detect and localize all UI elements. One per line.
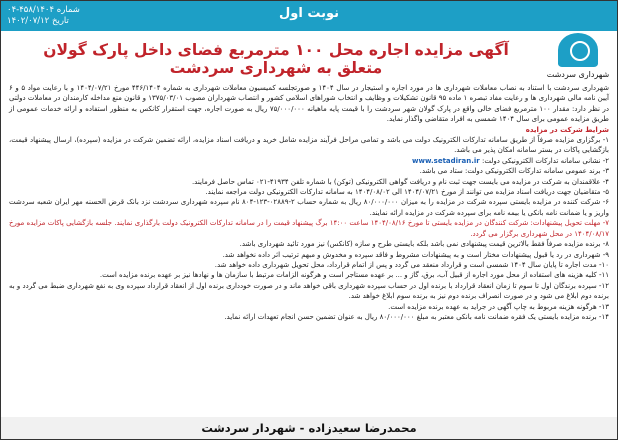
condition-item: ۱۴- برنده مزایده بایستی یک فقره ضمانت نامه بانکی معتبر به مبلغ ۸۰/۰۰۰/۰۰۰ ریال به عنوان تضمین حسن انجام تعهدات ارائه نماید. bbox=[224, 312, 609, 321]
condition-item: ۵- متقاضیان جهت دریافت اسناد مزایده می توانند از مورخ ۱۴۰۴/۰۷/۲۱ الی ۱۴۰۴/۰۸/۰۲ به سامانه تدارکات الکترونیکی دولت مراجعه نمایند. bbox=[205, 188, 609, 197]
condition-item: ۹- شهرداری در رد یا قبول پیشنهادات مختار است و به پیشنهادات مشروط و فاقد سپرده و مخدوش و مبهم ترتیب اثر داده نخواهد شد. bbox=[222, 250, 609, 259]
condition-item: ۱۳- هرگونه هزینه مربوط به چاپ آگهی در جراید به عهده برنده مزایده است. bbox=[388, 302, 609, 311]
header-band bbox=[1, 1, 617, 31]
reference-info bbox=[7, 5, 80, 27]
website-link[interactable]: www.setadiran.ir bbox=[412, 156, 480, 165]
condition-item-deadline: ۷- مهلت تحویل پیشنهادات: شرکت کنندگان در مزایده بایستی تا مورخ ۱۴۰۴/۰۸/۱۶ ساعت ۱۴:۰۰ برگ پیشنهاد قیمت را در سامانه تدارکات الکترونیک دولت بارگذاری نمایند. جلسه بازگشایی پاکات مزایده مورخ ۱۴۰۴/۰۸/۱۷ در محل شهرداری برگزار می گردد. bbox=[9, 219, 609, 238]
notice-round-label: نوبت اول bbox=[278, 6, 340, 21]
condition-item: ۱۱- کلیه هزینه های استفاده از محل مورد اجاره از قبیل آب، برق، گاز و ... بر عهده مستاجر است و هرگونه الزامات مرتبط با سازمان ها و نهادها نیز بر عهده برنده مزایده است. bbox=[99, 271, 609, 280]
condition-item bbox=[9, 156, 609, 166]
municipality-logo bbox=[543, 33, 613, 85]
conditions-heading: شرایط شرکت در مزایده bbox=[525, 125, 609, 134]
condition-item: ۱- برگزاری مزایده صرفاً از طریق سامانه تدارکات الکترونیک دولت می باشد و تمامی مراحل فرآیند مزایده شامل خرید و دریافت اسناد مزایده، ارائه تضمین شرکت در مزایده (سپرده)، ارسال پیشنهاد قیمت، بازگشایی پاکات در بستر سامانه امکان پذیر می باشد. bbox=[9, 136, 609, 155]
condition-item: ۸- برنده مزایده صرفاً فقط بالاترین قیمت پیشنهادی نمی باشد بلکه بایستی طرح و سازه (کانکس) نیز مورد تائید شهرداری باشد. bbox=[239, 240, 609, 249]
condition-item: ۳- برند عمومی سامانه تدارکات الکترونیکی دولت: ستاد می باشد. bbox=[419, 167, 609, 176]
condition-item: ۶- شرکت کننده در مزایده بایستی سپرده شرکت در مزایده را به میزان ۸۰/۰۰۰/۰۰۰ ریال به شماره حساب ۲-۰۲۸۸۹-۱۲۳-۸۰۴ نام سپرده شهرداری سردشت نزد بانک قرض الحسنه مهر ایران شعبه سردشت واریز و یا ضمانت نامه بانکی یا بیمه نامه برای سپرده شرکت در مزایده ارائه نمایند. bbox=[9, 198, 610, 217]
signature-footer: محمدرضا سعیدزاده - شهردار سردشت bbox=[1, 417, 617, 439]
reference-number: شماره ۴۵۸/۱۴۰۴-۰۴ bbox=[7, 5, 80, 15]
condition-label: ۲- نشانی سامانه تدارکات الکترونیکی دولت: bbox=[481, 156, 609, 165]
intro-paragraph: شهرداری سردشت با استناد به نصاب معاملات شهرداری ها در مورد اجاره و استیجار در سال ۱۴۰۴ و صورتجلسه کمیسیون معاملات شهرداری به شماره ۴۴۶/۱۴۰۴ مورخ ۱۴۰۴/۰۷/۲۱ و با رعایت مواد ۵ و ۶ آیین نامه مالی شهرداری ها و رعایت مفاد تبصره ۱ ماده ۹۵ قانون تشکیلات و وظایف و انتخاب شوراهای اسلامی کشور و انتصاب شهرداران مصوب ۱۳۷۵/۰۳/۰۱ و قانون منع مداخله کارمندان در معاملات دولتی در نظر دارد: مقدار ۱۰۰ مترمربع فضای خالی واقع در پارک گولان شهر سردشت را با قیمت پایه ماهیانه ۷۵/۰۰۰/۰۰۰ ریال به صورت اجاره، جهت استقرار کانکس به منظور استفاده و ارائه خدمات عمومی از طریق مزایده عمومی برای سال ۱۴۰۴ شمسی به افراد متقاضی واگذار نماید. bbox=[9, 84, 610, 124]
condition-item: ۱۰- مدت اجاره تا پایان سال ۱۴۰۴ شمسی است و قرارداد منعقد می گردد و پس از اتمام قرارداد، محل تحویل شهرداری داده خواهد شد. bbox=[214, 260, 609, 269]
notice-body bbox=[9, 83, 609, 322]
logo-caption: شهرداری سردشت bbox=[546, 70, 610, 79]
notice-title: آگهی مزایده اجاره محل ۱۰۰ مترمربع فضای داخل پارک گولان متعلق به شهرداری سردشت bbox=[43, 41, 509, 77]
reference-date: تاریخ ۱۴۰۲/۰۷/۱۲ bbox=[7, 16, 69, 26]
emblem-icon bbox=[558, 33, 598, 67]
condition-item: ۱۲- سپرده برندگان اول تا سوم تا زمان انعقاد قرارداد با برنده اول در حساب سپرده شهرداری باقی خواهد ماند و در صورت خودداری برنده اول از انعقاد قرارداد سپرده وی به نفع شهرداری ضبط می گردد و به برنده دوم ابلاغ می شود و در صورت انصراف برنده دوم نیز به برنده سوم ابلاغ خواهد شد. bbox=[9, 281, 609, 301]
condition-item: ۴- علاقمندان به شرکت در مزایده می بایست جهت ثبت نام و دریافت گواهی الکترونیکی (توکن) با شماره تلفن ۴۱۹۳۴-۰۲۱ تماس حاصل فرمایند. bbox=[191, 177, 609, 186]
